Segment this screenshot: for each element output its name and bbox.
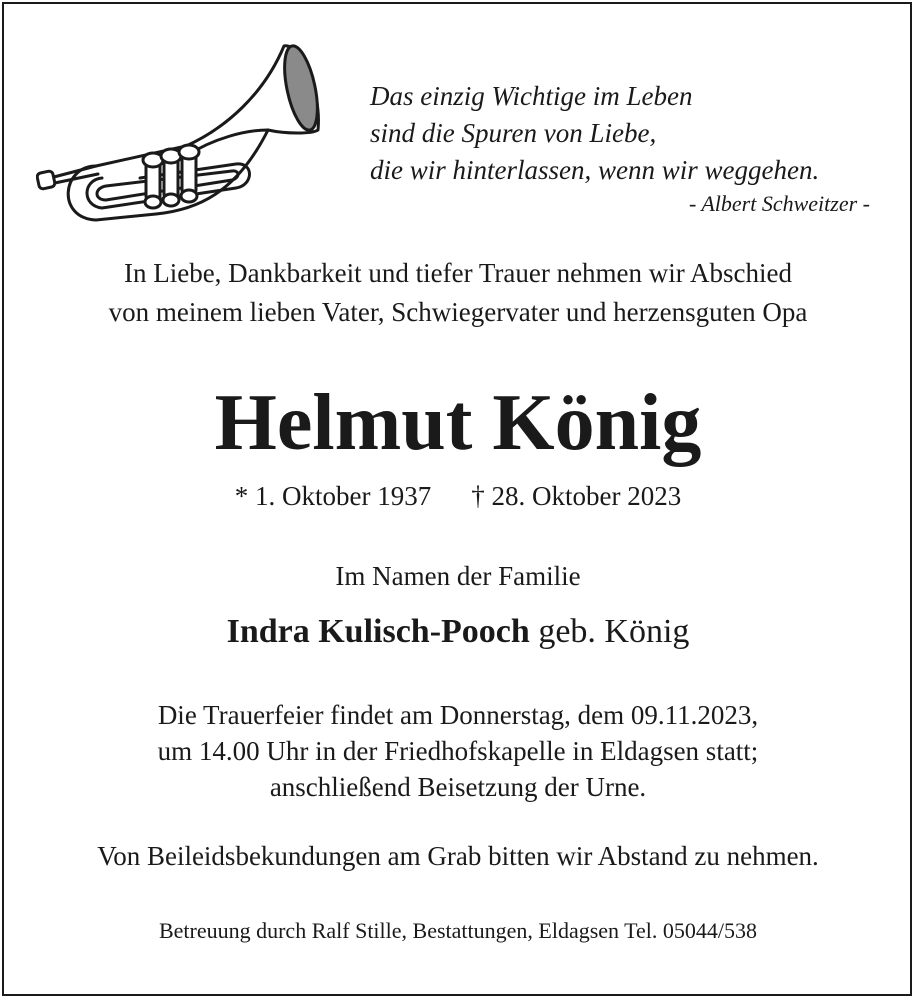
birth-date: * 1. Oktober 1937 <box>234 481 432 511</box>
death-date: † 28. Oktober 2023 <box>471 481 682 511</box>
intro-line: In Liebe, Dankbarkeit und tiefer Trauer nehmen wir Abschied <box>123 258 793 288</box>
condolence-note: Von Beileidsbekundungen am Grab bitten wir Abstand zu nehmen. <box>97 841 819 871</box>
quote-block <box>370 78 870 219</box>
intro-line: von meinem lieben Vater, Schwiegervater und herzensguten Opa <box>108 297 808 327</box>
quote-line: die wir hinterlassen, wenn wir weggehen. <box>370 155 820 185</box>
family-signature <box>0 610 916 654</box>
life-dates <box>0 478 916 514</box>
undertaker-footer: Betreuung durch Ralf Stille, Bestattungen, Eldagsen Tel. 05044/538 <box>158 918 758 943</box>
intro-text <box>0 254 916 332</box>
quote-line: Das einzig Wichtige im Leben <box>370 81 693 111</box>
ceremony-line: um 14.00 Uhr in der Friedhofskapelle in Eldagsen statt; <box>157 736 759 766</box>
family-label: Im Namen der Familie <box>335 561 581 591</box>
mourner-name: Indra Kulisch-Pooch <box>226 613 530 650</box>
trumpet-icon <box>36 38 326 228</box>
ceremony-info <box>0 697 916 805</box>
deceased-name: Helmut König <box>214 379 702 467</box>
mourner-maiden-name: geb. König <box>538 613 690 650</box>
ceremony-line: anschließend Beisetzung der Urne. <box>269 772 647 802</box>
ceremony-line: Die Trauerfeier findet am Donnerstag, dem 09.11.2023, <box>157 700 759 730</box>
quote-line: sind die Spuren von Liebe, <box>370 118 657 148</box>
quote-author: - Albert Schweitzer - <box>688 191 870 216</box>
